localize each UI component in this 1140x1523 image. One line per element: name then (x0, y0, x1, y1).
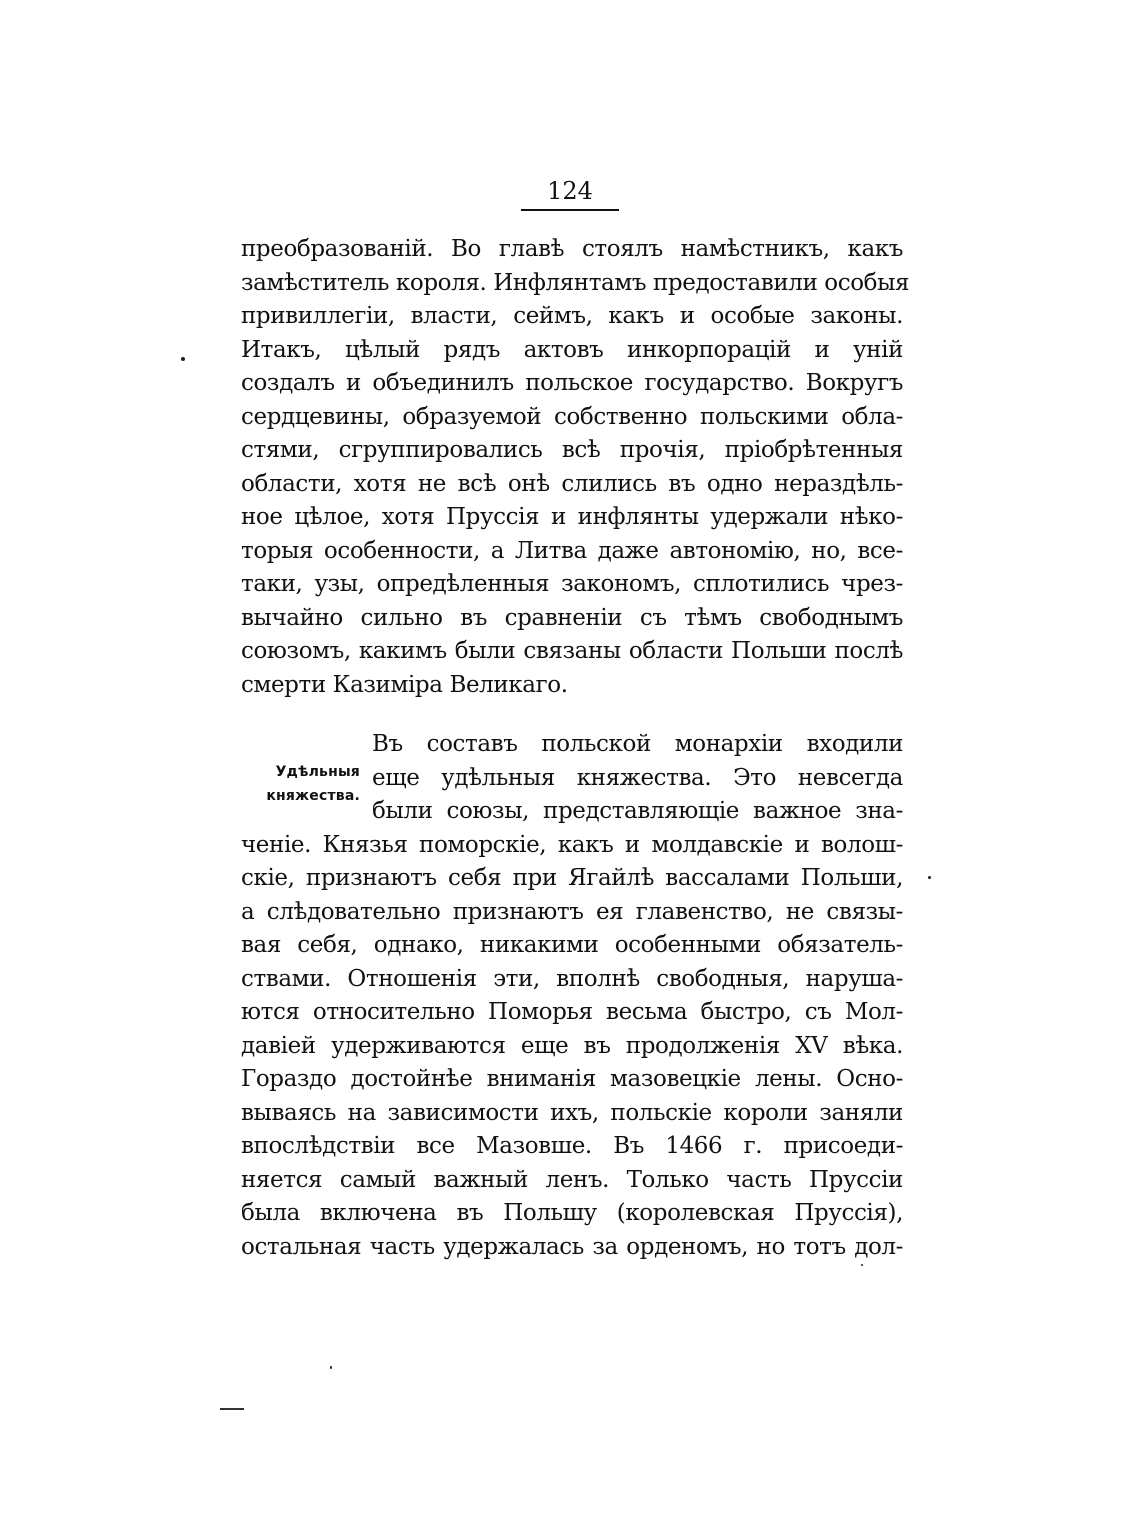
text-line: замѣститель короля. Инфлянтамъ предоставили особыя (241, 269, 910, 296)
text-line: впослѣдствіи все Мазовше. Въ 1466 г. присоеди- (241, 1133, 903, 1159)
text-line: области, хотя не всѣ онѣ слились въ одно нераздѣль- (241, 470, 903, 497)
margin-note-line: княжества. (266, 788, 360, 804)
text-line: были союзы, представляющіе важное зна- (372, 798, 903, 824)
paragraph-1 (241, 233, 910, 702)
text-line: была включена въ Польшу (королевская Пруссія), (241, 1200, 903, 1226)
text-line: скіе, признаютъ себя при Ягайлѣ вассалами Польши, (241, 865, 903, 891)
text-line: союзомъ, какимъ были связаны области Польши послѣ (241, 638, 903, 664)
text-line: няется самый важный ленъ. Только часть Пруссіи (241, 1166, 903, 1193)
text-line: еще удѣльныя княжества. Это невсегда (372, 764, 903, 791)
text-line: создалъ и объединилъ польское государство. Вокругъ (241, 370, 903, 396)
text-line: привиллегіи, власти, сеймъ, какъ и особые законы. (241, 303, 903, 329)
text-line: торыя особенности, а Литва даже автономію, но, все- (241, 537, 903, 564)
text-line: Итакъ, цѣлый рядъ актовъ инкорпорацій и уній (241, 336, 903, 363)
text-line: остальная часть удержалась за орденомъ, но тотъ дол- (241, 1233, 903, 1260)
text-line: смерти Казиміра Великаго. (241, 671, 568, 698)
text-line: ное цѣлое, хотя Пруссія и инфлянты удержали нѣко- (241, 504, 903, 530)
text-line: стями, сгруппировались всѣ прочія, пріобрѣтенныя (241, 437, 903, 463)
text-line: преобразованій. Во главѣ стоялъ намѣстникъ, какъ (241, 236, 903, 262)
text-line: Въ составъ польской монархіи входили (372, 731, 903, 757)
text-line: таки, узы, опредѣленныя закономъ, сплотились чрез- (241, 571, 903, 597)
text-line: а слѣдовательно признаютъ ея главенство, не связы- (241, 898, 903, 925)
text-line: ченіе. Князья поморскіе, какъ и молдавскіе и волош- (241, 831, 903, 858)
text-line: ются относительно Поморья весьма быстро, съ Мол- (241, 999, 903, 1025)
scan-dash (220, 1408, 244, 1410)
text-line: вываясь на зависимости ихъ, польскіе короли заняли (241, 1099, 903, 1126)
text-line: давіей удерживаются еще въ продолженія XV вѣка. (241, 1032, 903, 1059)
page-number-underline (521, 209, 619, 211)
scan-speck (330, 1366, 332, 1369)
page-number: 124 (547, 177, 593, 205)
scan-speck (928, 876, 931, 879)
text-line: ствами. Отношенія эти, вполнѣ свободныя, наруша- (241, 965, 903, 992)
paragraph-2 (241, 829, 903, 1265)
text-line: сердцевины, образуемой собственно польскими обла- (241, 403, 903, 430)
text-line: вая себя, однако, никакими особенными обязатель- (241, 932, 903, 958)
scan-speck (181, 357, 185, 361)
text-line: вычайно сильно въ сравненіи съ тѣмъ свободнымъ (241, 604, 903, 631)
margin-note-line: Удѣльныя (275, 764, 360, 780)
text-line: Гораздо достойнѣе вниманія мазовецкіе лены. Осно- (241, 1066, 903, 1092)
paragraph-2-indented (372, 728, 903, 829)
margin-note (250, 760, 360, 808)
scan-speck (861, 1264, 863, 1266)
